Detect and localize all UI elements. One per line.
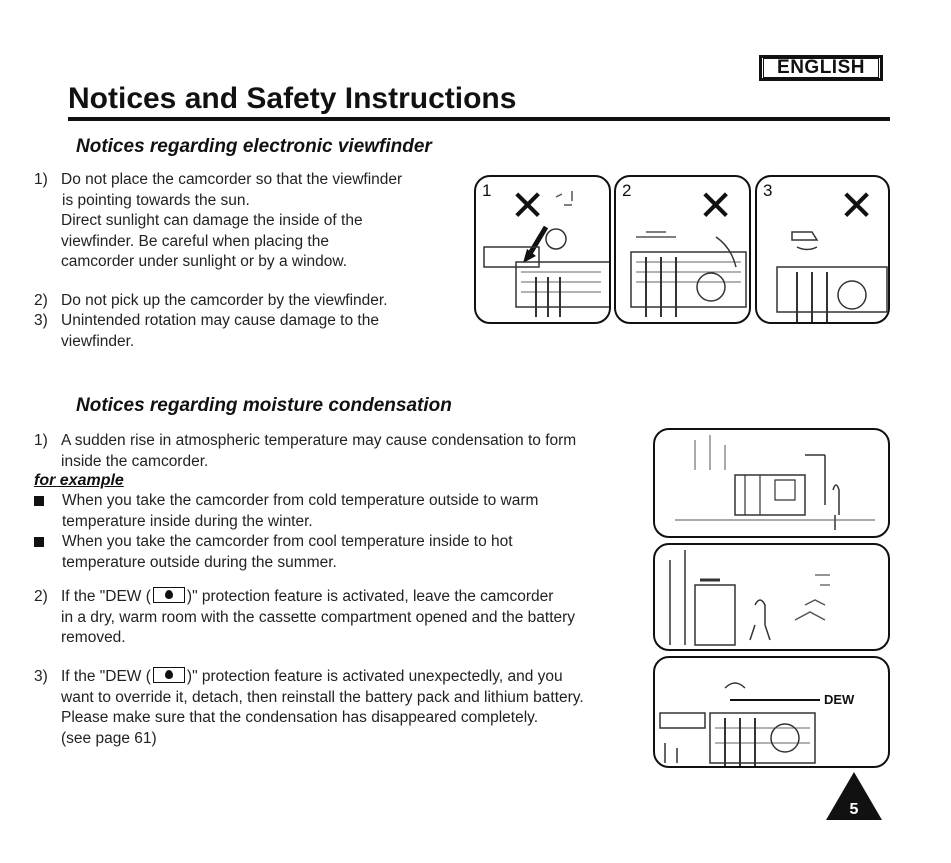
illustration-panel-outdoor (653, 428, 890, 538)
text-fragment: If the "DEW ( (61, 668, 151, 685)
prohibited-x-icon: ✕ (510, 182, 546, 229)
viewfinder-item-3 (34, 311, 454, 352)
text-fragment: )" protection feature is activated, leave the camcorder (186, 588, 554, 605)
language-badge (759, 55, 883, 81)
text-line: When you take the camcorder from cold temperature outside to warm (62, 492, 539, 509)
text-line: A sudden rise in atmospheric temperature may cause condensation to form (61, 432, 577, 449)
illustration-panel-2 (614, 175, 751, 324)
camcorder-dew-illustration (655, 658, 890, 768)
language-badge-label: ENGLISH (763, 58, 879, 78)
hand-viewfinder-illustration (616, 177, 751, 324)
item-number: 1) (34, 432, 48, 449)
item-number: 3) (34, 668, 48, 685)
panel-number: 1 (482, 181, 492, 200)
viewfinder-item-1 (34, 170, 454, 273)
page-title: Notices and Safety Instructions (68, 82, 517, 115)
title-rule (68, 117, 890, 121)
section-heading-moisture: Notices regarding moisture condensation (76, 395, 452, 416)
rotation-illustration (757, 177, 890, 324)
page-number: 5 (849, 801, 859, 818)
text-line: is pointing towards the sun. (62, 191, 250, 209)
text-line: in a dry, warm room with the cassette compartment opened and the battery (61, 608, 576, 626)
text-line (61, 587, 644, 608)
illustration-panel-1 (474, 175, 611, 324)
moisture-item-1 (34, 431, 634, 472)
winter-house-illustration (655, 430, 890, 538)
page-number-badge (826, 772, 882, 820)
illustration-panel-dew (653, 656, 890, 768)
dew-callout-label: DEW (824, 692, 855, 707)
text-line: temperature outside during the summer. (62, 553, 337, 571)
text-line: viewfinder. Be careful when placing the (61, 232, 329, 250)
item-number: 2) (34, 588, 48, 605)
text-line: Please make sure that the condensation has disappeared completely. (61, 709, 539, 726)
text-line: viewfinder. (61, 332, 135, 350)
viewfinder-item-2 (34, 291, 454, 312)
camcorder-sun-illustration (476, 177, 611, 324)
example-bullet (34, 532, 634, 573)
moisture-item-3 (34, 667, 644, 749)
text-line: Do not place the camcorder so that the viewfinder (61, 171, 403, 188)
text-line: camcorder under sunlight or by a window. (61, 253, 348, 270)
dew-indicator-icon (153, 667, 185, 683)
item-number: 2) (34, 292, 48, 309)
illustration-panel-3 (755, 175, 890, 324)
text-line: When you take the camcorder from cool temperature inside to hot (62, 533, 513, 550)
text-line: inside the camcorder. (61, 452, 209, 470)
summer-door-illustration (655, 545, 890, 651)
dew-indicator-icon (153, 587, 185, 603)
prohibited-x-icon: ✕ (698, 182, 734, 229)
for-example-label: for example (34, 472, 124, 489)
text-line: (see page 61) (61, 729, 157, 747)
item-number: 3) (34, 312, 48, 329)
text-line: Unintended rotation may cause damage to the (61, 312, 379, 329)
bullet-square-icon (34, 496, 44, 506)
item-number: 1) (34, 171, 48, 188)
illustration-panel-indoor (653, 543, 890, 651)
section-heading-viewfinder: Notices regarding electronic viewfinder (76, 136, 432, 157)
example-bullet (34, 491, 634, 532)
prohibited-x-icon: ✕ (839, 182, 875, 229)
dew-callout-line (730, 699, 820, 701)
text-line: removed. (61, 629, 126, 646)
text-line: want to override it, detach, then reinstall the battery pack and lithium battery. (61, 688, 584, 706)
text-fragment: If the "DEW ( (61, 588, 151, 605)
moisture-item-2 (34, 587, 644, 649)
text-fragment: )" protection feature is activated unexpectedly, and you (186, 668, 563, 685)
bullet-square-icon (34, 537, 44, 547)
panel-number: 2 (622, 181, 632, 200)
panel-number: 3 (763, 181, 773, 200)
text-line: temperature inside during the winter. (62, 512, 313, 530)
text-line: Do not pick up the camcorder by the viewfinder. (61, 292, 388, 309)
text-line: Direct sunlight can damage the inside of the (61, 212, 363, 229)
text-line (61, 667, 644, 688)
